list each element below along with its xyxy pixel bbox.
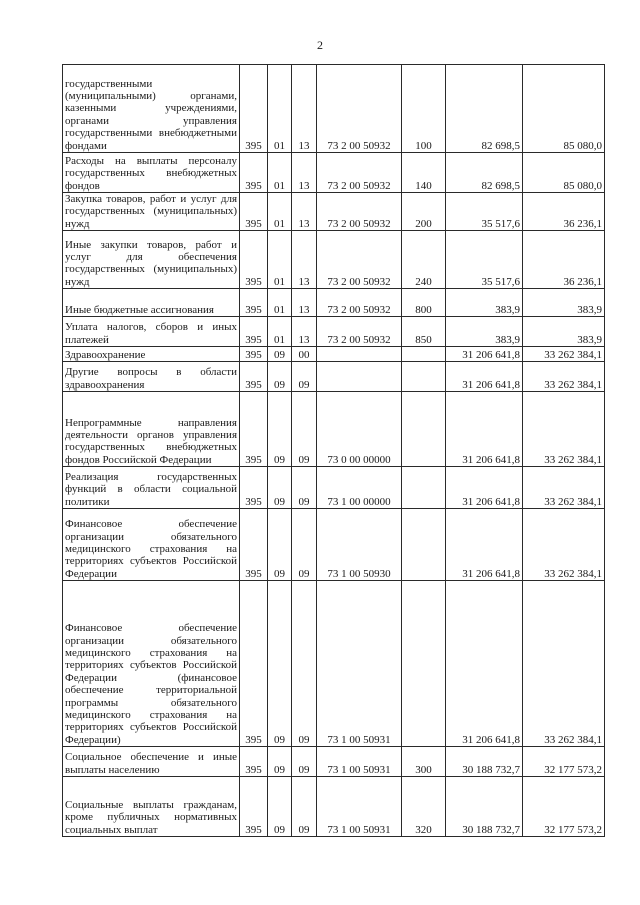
- section-code: 09: [268, 467, 292, 509]
- row-name: Иные бюджетные ассигнования: [63, 289, 240, 317]
- expense-type-code: 240: [402, 231, 446, 289]
- amount-year-2: 32 177 573,2: [523, 777, 605, 837]
- amount-year-2: 36 236,1: [523, 231, 605, 289]
- amount-year-1: 31 206 641,8: [446, 362, 523, 392]
- amount-year-1: 383,9: [446, 317, 523, 347]
- table-row: [63, 581, 605, 747]
- section-code: 09: [268, 581, 292, 747]
- subsection-code: 09: [292, 509, 317, 581]
- subsection-code: 13: [292, 231, 317, 289]
- amount-year-1: 82 698,5: [446, 65, 523, 153]
- subsection-code: 13: [292, 289, 317, 317]
- expense-type-code: 320: [402, 777, 446, 837]
- subsection-code: 09: [292, 777, 317, 837]
- amount-year-1: 35 517,6: [446, 231, 523, 289]
- section-code: 09: [268, 362, 292, 392]
- admin-code: 395: [240, 392, 268, 467]
- section-code: 09: [268, 777, 292, 837]
- admin-code: 395: [240, 193, 268, 231]
- expense-type-code: [402, 362, 446, 392]
- expense-type-code: 100: [402, 65, 446, 153]
- section-code: 01: [268, 289, 292, 317]
- target-article-code: 73 2 00 50932: [317, 65, 402, 153]
- target-article-code: 73 1 00 50931: [317, 747, 402, 777]
- row-name: Другие вопросы в области здравоохранения: [63, 362, 240, 392]
- target-article-code: 73 1 00 50931: [317, 581, 402, 747]
- section-code: 09: [268, 509, 292, 581]
- expense-type-code: 300: [402, 747, 446, 777]
- admin-code: 395: [240, 289, 268, 317]
- subsection-code: 13: [292, 317, 317, 347]
- expense-type-code: 800: [402, 289, 446, 317]
- table-row: [63, 231, 605, 289]
- section-code: 01: [268, 317, 292, 347]
- expense-type-code: [402, 467, 446, 509]
- target-article-code: 73 1 00 50931: [317, 777, 402, 837]
- target-article-code: [317, 362, 402, 392]
- subsection-code: 13: [292, 153, 317, 193]
- target-article-code: 73 2 00 50932: [317, 193, 402, 231]
- section-code: 09: [268, 347, 292, 362]
- row-name: Здравоохранение: [63, 347, 240, 362]
- section-code: 01: [268, 193, 292, 231]
- target-article-code: 73 2 00 50932: [317, 289, 402, 317]
- amount-year-2: 85 080,0: [523, 65, 605, 153]
- row-name: Финансовое обеспечение организации обязательного медицинского страхования на территориях субъектов Российской Федерации: [63, 509, 240, 581]
- table-row: [63, 193, 605, 231]
- admin-code: 395: [240, 65, 268, 153]
- expense-type-code: [402, 581, 446, 747]
- subsection-code: 09: [292, 362, 317, 392]
- admin-code: 395: [240, 317, 268, 347]
- amount-year-1: 30 188 732,7: [446, 747, 523, 777]
- section-code: 01: [268, 231, 292, 289]
- admin-code: 395: [240, 153, 268, 193]
- admin-code: 395: [240, 509, 268, 581]
- target-article-code: 73 2 00 50932: [317, 231, 402, 289]
- amount-year-2: 32 177 573,2: [523, 747, 605, 777]
- subsection-code: 13: [292, 193, 317, 231]
- amount-year-1: 82 698,5: [446, 153, 523, 193]
- target-article-code: 73 0 00 00000: [317, 392, 402, 467]
- admin-code: 395: [240, 747, 268, 777]
- admin-code: 395: [240, 777, 268, 837]
- expense-type-code: 850: [402, 317, 446, 347]
- expense-type-code: 140: [402, 153, 446, 193]
- amount-year-2: 33 262 384,1: [523, 467, 605, 509]
- row-name: Финансовое обеспечение организации обязательного медицинского страхования на территориях субъектов Российской Федерации (финансовое обеспечение территориальной программы обязательного медицинского страхования на территориях субъектов Российской Федерации): [63, 581, 240, 747]
- row-name: Расходы на выплаты персоналу государственных внебюджетных фондов: [63, 153, 240, 193]
- expense-type-code: [402, 392, 446, 467]
- amount-year-2: 36 236,1: [523, 193, 605, 231]
- amount-year-1: 31 206 641,8: [446, 347, 523, 362]
- target-article-code: 73 2 00 50932: [317, 153, 402, 193]
- admin-code: 395: [240, 231, 268, 289]
- amount-year-1: 31 206 641,8: [446, 509, 523, 581]
- expense-type-code: [402, 347, 446, 362]
- amount-year-2: 33 262 384,1: [523, 392, 605, 467]
- row-name: Социальные выплаты гражданам, кроме публичных нормативных социальных выплат: [63, 777, 240, 837]
- expense-type-code: [402, 509, 446, 581]
- subsection-code: 13: [292, 65, 317, 153]
- amount-year-2: 33 262 384,1: [523, 581, 605, 747]
- table-row: [63, 777, 605, 837]
- section-code: 01: [268, 153, 292, 193]
- section-code: 09: [268, 392, 292, 467]
- row-name: Непрограммные направления деятельности органов управления государственных внебюджетных фондов Российской Федерации: [63, 392, 240, 467]
- admin-code: 395: [240, 347, 268, 362]
- amount-year-2: 383,9: [523, 289, 605, 317]
- row-name: Социальное обеспечение и иные выплаты населению: [63, 747, 240, 777]
- table-row: [63, 317, 605, 347]
- admin-code: 395: [240, 362, 268, 392]
- target-article-code: [317, 347, 402, 362]
- amount-year-2: 383,9: [523, 317, 605, 347]
- table-row: [63, 392, 605, 467]
- subsection-code: 09: [292, 467, 317, 509]
- table-row: [63, 289, 605, 317]
- row-name: Реализация государственных функций в области социальной политики: [63, 467, 240, 509]
- page-number: 2: [317, 38, 323, 52]
- subsection-code: 09: [292, 581, 317, 747]
- row-name: государственными (муниципальными) органами, казенными учреждениями, органами управления государственными внебюджетными фондами: [63, 65, 240, 153]
- table-row: [63, 65, 605, 153]
- admin-code: 395: [240, 467, 268, 509]
- amount-year-2: 33 262 384,1: [523, 509, 605, 581]
- subsection-code: 09: [292, 392, 317, 467]
- admin-code: 395: [240, 581, 268, 747]
- table-row: [63, 747, 605, 777]
- target-article-code: 73 1 00 00000: [317, 467, 402, 509]
- table-row: [63, 153, 605, 193]
- budget-table: [62, 64, 605, 837]
- amount-year-2: 33 262 384,1: [523, 347, 605, 362]
- amount-year-1: 31 206 641,8: [446, 392, 523, 467]
- table-row: [63, 347, 605, 362]
- amount-year-2: 85 080,0: [523, 153, 605, 193]
- table-row: [63, 362, 605, 392]
- amount-year-2: 33 262 384,1: [523, 362, 605, 392]
- section-code: 09: [268, 747, 292, 777]
- amount-year-1: 31 206 641,8: [446, 467, 523, 509]
- row-name: Закупка товаров, работ и услуг для государственных (муниципальных) нужд: [63, 193, 240, 231]
- section-code: 01: [268, 65, 292, 153]
- target-article-code: 73 2 00 50932: [317, 317, 402, 347]
- expense-type-code: 200: [402, 193, 446, 231]
- row-name: Уплата налогов, сборов и иных платежей: [63, 317, 240, 347]
- table-row: [63, 467, 605, 509]
- target-article-code: 73 1 00 50930: [317, 509, 402, 581]
- amount-year-1: 31 206 641,8: [446, 581, 523, 747]
- row-name: Иные закупки товаров, работ и услуг для обеспечения государственных (муниципальных) нужд: [63, 231, 240, 289]
- subsection-code: 09: [292, 747, 317, 777]
- subsection-code: 00: [292, 347, 317, 362]
- amount-year-1: 30 188 732,7: [446, 777, 523, 837]
- amount-year-1: 383,9: [446, 289, 523, 317]
- table-row: [63, 509, 605, 581]
- amount-year-1: 35 517,6: [446, 193, 523, 231]
